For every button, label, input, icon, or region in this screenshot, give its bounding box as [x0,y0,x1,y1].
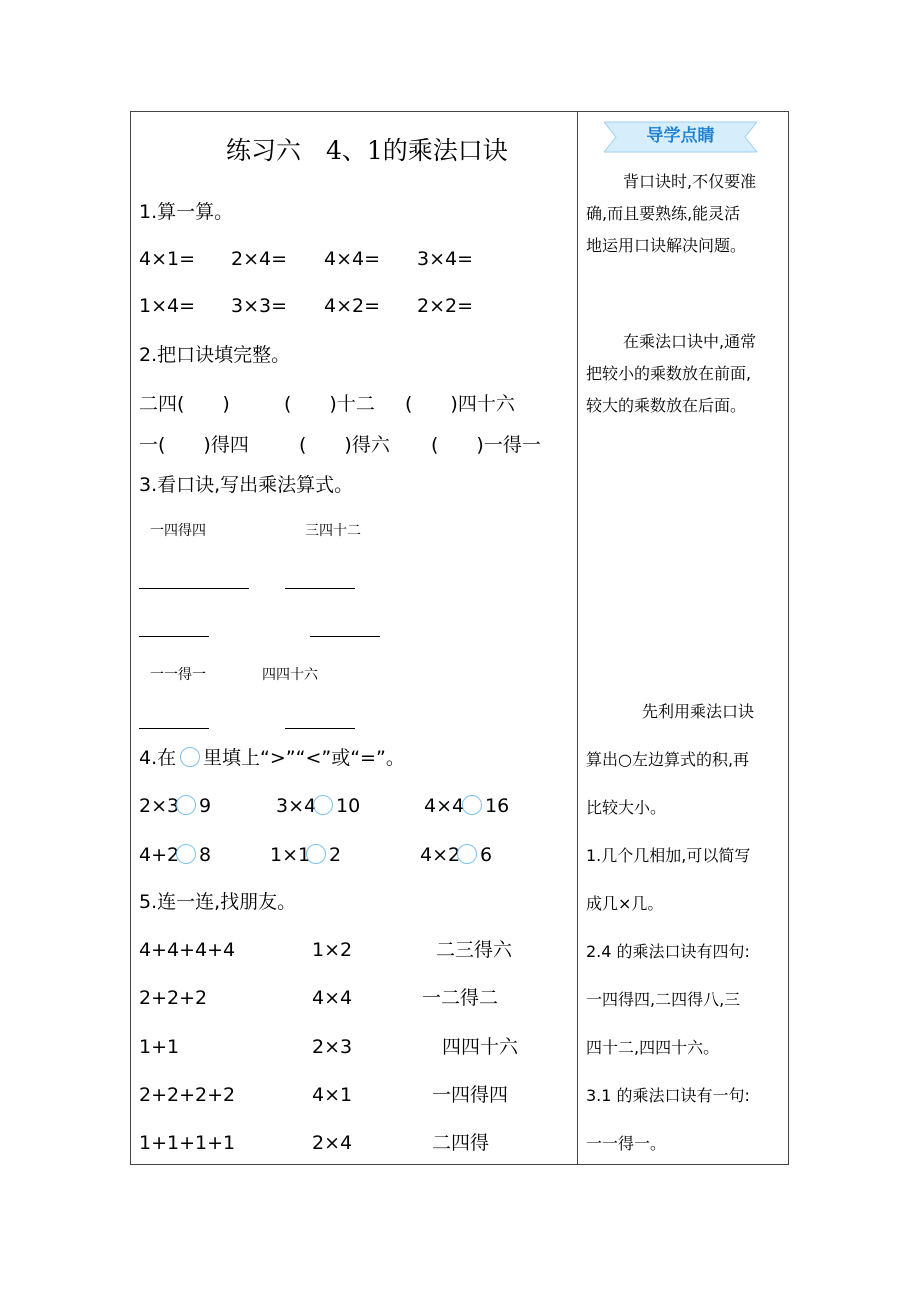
note-line: 2.4 的乘法口诀有四句: [586,942,750,961]
match-rhyme[interactable]: 一四得四 [432,1084,509,1106]
q2-blank[interactable]: ( )四十六 [405,393,515,415]
answer-line[interactable] [285,588,355,589]
note-line: 成几×几。 [586,894,664,913]
q3-rhyme: 四四十六 [262,667,318,683]
answer-line[interactable] [285,728,355,729]
match-rhyme[interactable]: 四四十六 [442,1036,519,1058]
q3-heading: 3.看口诀,写出乘法算式。 [139,474,354,496]
compare-circle[interactable] [462,795,482,815]
note-line: 背口诀时,不仅要准 [623,172,757,191]
q3-rhyme: 三四十二 [305,523,361,539]
match-expression[interactable]: 4+4+4+4 [139,939,236,961]
q2-blank[interactable]: ( )一得一 [431,434,541,456]
match-product[interactable]: 1×2 [312,939,353,961]
match-product[interactable]: 4×4 [312,987,353,1009]
q1-item: 2×4= [231,248,288,270]
sidebar-note [586,688,776,832]
q3-rhyme: 一四得四 [150,523,206,539]
note-line: 1.几个几相加,可以简写 [586,846,751,865]
column-divider [577,111,578,1165]
q4-right: 9 [199,795,212,817]
q4-left: 1×1 [270,844,311,866]
q2-blank[interactable]: 二四( ) [139,393,230,415]
q1-item: 4×1= [139,248,196,270]
sidebar-note [586,166,776,262]
q4-heading-pre: 4.在 [139,747,177,769]
note-line: 在乘法口诀中,通常 [623,332,757,351]
note-line: 一一得一。 [586,1134,667,1153]
q4-right: 16 [485,795,510,817]
q1-item: 4×4= [324,248,381,270]
page-title: 练习六 4、1的乘法口诀 [226,136,508,165]
compare-circle[interactable] [306,844,326,864]
match-product[interactable]: 2×4 [312,1132,353,1154]
q1-item: 3×4= [417,248,474,270]
q5-heading: 5.连一连,找朋友。 [139,891,297,913]
q4-left: 4×4 [424,795,465,817]
circle-icon [180,747,200,767]
q4-left: 4+2 [139,844,180,866]
q2-blank[interactable]: ( )得六 [299,434,390,456]
q4-heading-post: 里填上“>”“<”或“=”。 [203,747,405,769]
compare-circle[interactable] [176,795,196,815]
compare-circle[interactable] [176,844,196,864]
note-line: 3.1 的乘法口诀有一句: [586,1086,750,1105]
q2-blank[interactable]: ( )十二 [284,393,375,415]
match-expression[interactable]: 2+2+2+2 [139,1084,236,1106]
match-rhyme[interactable]: 二三得六 [436,939,513,961]
compare-circle[interactable] [313,795,333,815]
q4-right: 6 [480,844,493,866]
sidebar-note [586,326,776,422]
q2-heading: 2.把口诀填完整。 [139,344,291,366]
q2-blank[interactable]: 一( )得四 [139,434,249,456]
sidebar-note [586,832,776,1168]
q1-item: 4×2= [324,295,381,317]
note-line: 比较大小。 [586,798,667,817]
match-rhyme[interactable]: 二四得 [432,1132,490,1154]
compare-circle[interactable] [457,844,477,864]
note-line: 较大的乘数放在后面。 [586,396,747,415]
q3-rhyme: 一一得一 [150,667,206,683]
match-product[interactable]: 4×1 [312,1084,353,1106]
answer-line[interactable] [310,636,380,637]
answer-line[interactable] [139,588,249,589]
q4-left: 4×2 [420,844,461,866]
q4-right: 8 [199,844,212,866]
q1-item: 2×2= [417,295,474,317]
note-line: 一四得四,二四得八,三 [586,990,741,1009]
sidebar-banner-label: 导学点睛 [646,126,715,146]
q4-right: 10 [336,795,361,817]
note-line: 把较小的乘数放在前面, [586,364,752,383]
q4-left: 2×3 [139,795,180,817]
match-expression[interactable]: 2+2+2 [139,987,208,1009]
q1-heading: 1.算一算。 [139,201,234,223]
note-line: 先利用乘法口诀 [642,702,755,721]
note-line: 确,而且要熟练,能灵活 [586,204,741,223]
q4-left: 3×4 [276,795,317,817]
match-expression[interactable]: 1+1+1+1 [139,1132,236,1154]
note-line: 四十二,四四十六。 [586,1038,720,1057]
answer-line[interactable] [139,636,209,637]
match-product[interactable]: 2×3 [312,1036,353,1058]
note-line: 地运用口诀解决问题。 [586,236,747,255]
match-expression[interactable]: 1+1 [139,1036,180,1058]
q1-item: 3×3= [231,295,288,317]
q4-right: 2 [329,844,342,866]
match-rhyme[interactable]: 一二得二 [422,987,499,1009]
answer-line[interactable] [139,728,209,729]
q1-item: 1×4= [139,295,196,317]
note-line: 算出○左边算式的积,再 [586,750,750,769]
